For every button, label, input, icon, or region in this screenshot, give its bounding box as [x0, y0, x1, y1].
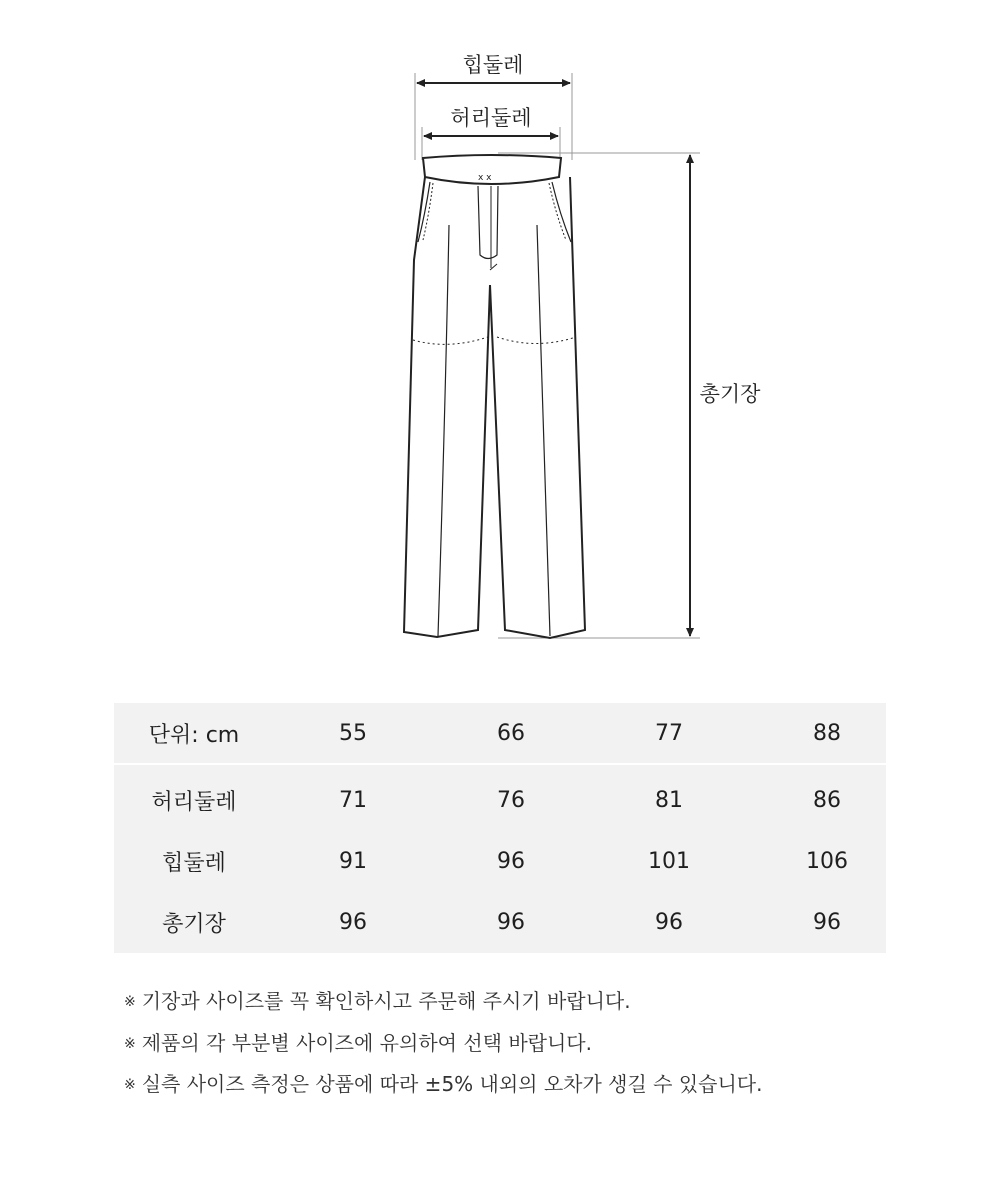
table-cell: 106	[806, 849, 848, 874]
table-cell: 96	[497, 910, 525, 935]
table-cell: 76	[497, 788, 525, 813]
table-row	[114, 770, 886, 831]
table-header-row	[114, 703, 886, 764]
table-cell: 96	[497, 849, 525, 874]
button-marks: x x	[478, 173, 492, 183]
reference-mark-icon: ※	[124, 1077, 136, 1093]
length-dimension-line	[498, 153, 700, 638]
table-cell: 96	[339, 910, 367, 935]
hip-label: 힙둘레	[462, 53, 524, 77]
size-header: 77	[655, 721, 683, 746]
table-cell: 81	[655, 788, 683, 813]
unit-header: 단위: cm	[148, 723, 240, 748]
table-cell: 86	[813, 788, 841, 813]
size-header: 88	[813, 721, 841, 746]
size-header: 66	[497, 721, 525, 746]
waist-label: 허리둘레	[450, 106, 532, 130]
length-label: 총기장	[699, 382, 761, 406]
table-row	[114, 831, 886, 892]
note-text: 제품의 각 부분별 사이즈에 유의하여 선택 바랍니다.	[141, 1030, 592, 1055]
note-item	[124, 1024, 762, 1066]
note-text: 실측 사이즈 측정은 상품에 따라 ±5% 내외의 오차가 생길 수 있습니다.	[141, 1072, 763, 1096]
size-header: 55	[339, 721, 367, 746]
note-item	[124, 1065, 762, 1107]
note-item	[124, 982, 762, 1024]
table-cell: 91	[339, 849, 367, 874]
table-cell: 96	[655, 910, 683, 935]
notes-list	[124, 982, 762, 1107]
reference-mark-icon: ※	[124, 994, 136, 1010]
size-table	[114, 703, 886, 953]
table-cell: 96	[813, 910, 841, 935]
table-cell: 71	[339, 788, 367, 813]
row-label: 힙둘레	[162, 851, 226, 876]
table-cell: 101	[648, 849, 690, 874]
reference-mark-icon: ※	[124, 1035, 136, 1052]
row-label: 총기장	[162, 912, 226, 937]
pants-outline	[404, 155, 585, 638]
table-row	[114, 892, 886, 953]
note-text: 기장과 사이즈를 꼭 확인하시고 주문해 주시기 바랍니다.	[141, 989, 631, 1013]
row-label: 허리둘레	[151, 790, 237, 815]
